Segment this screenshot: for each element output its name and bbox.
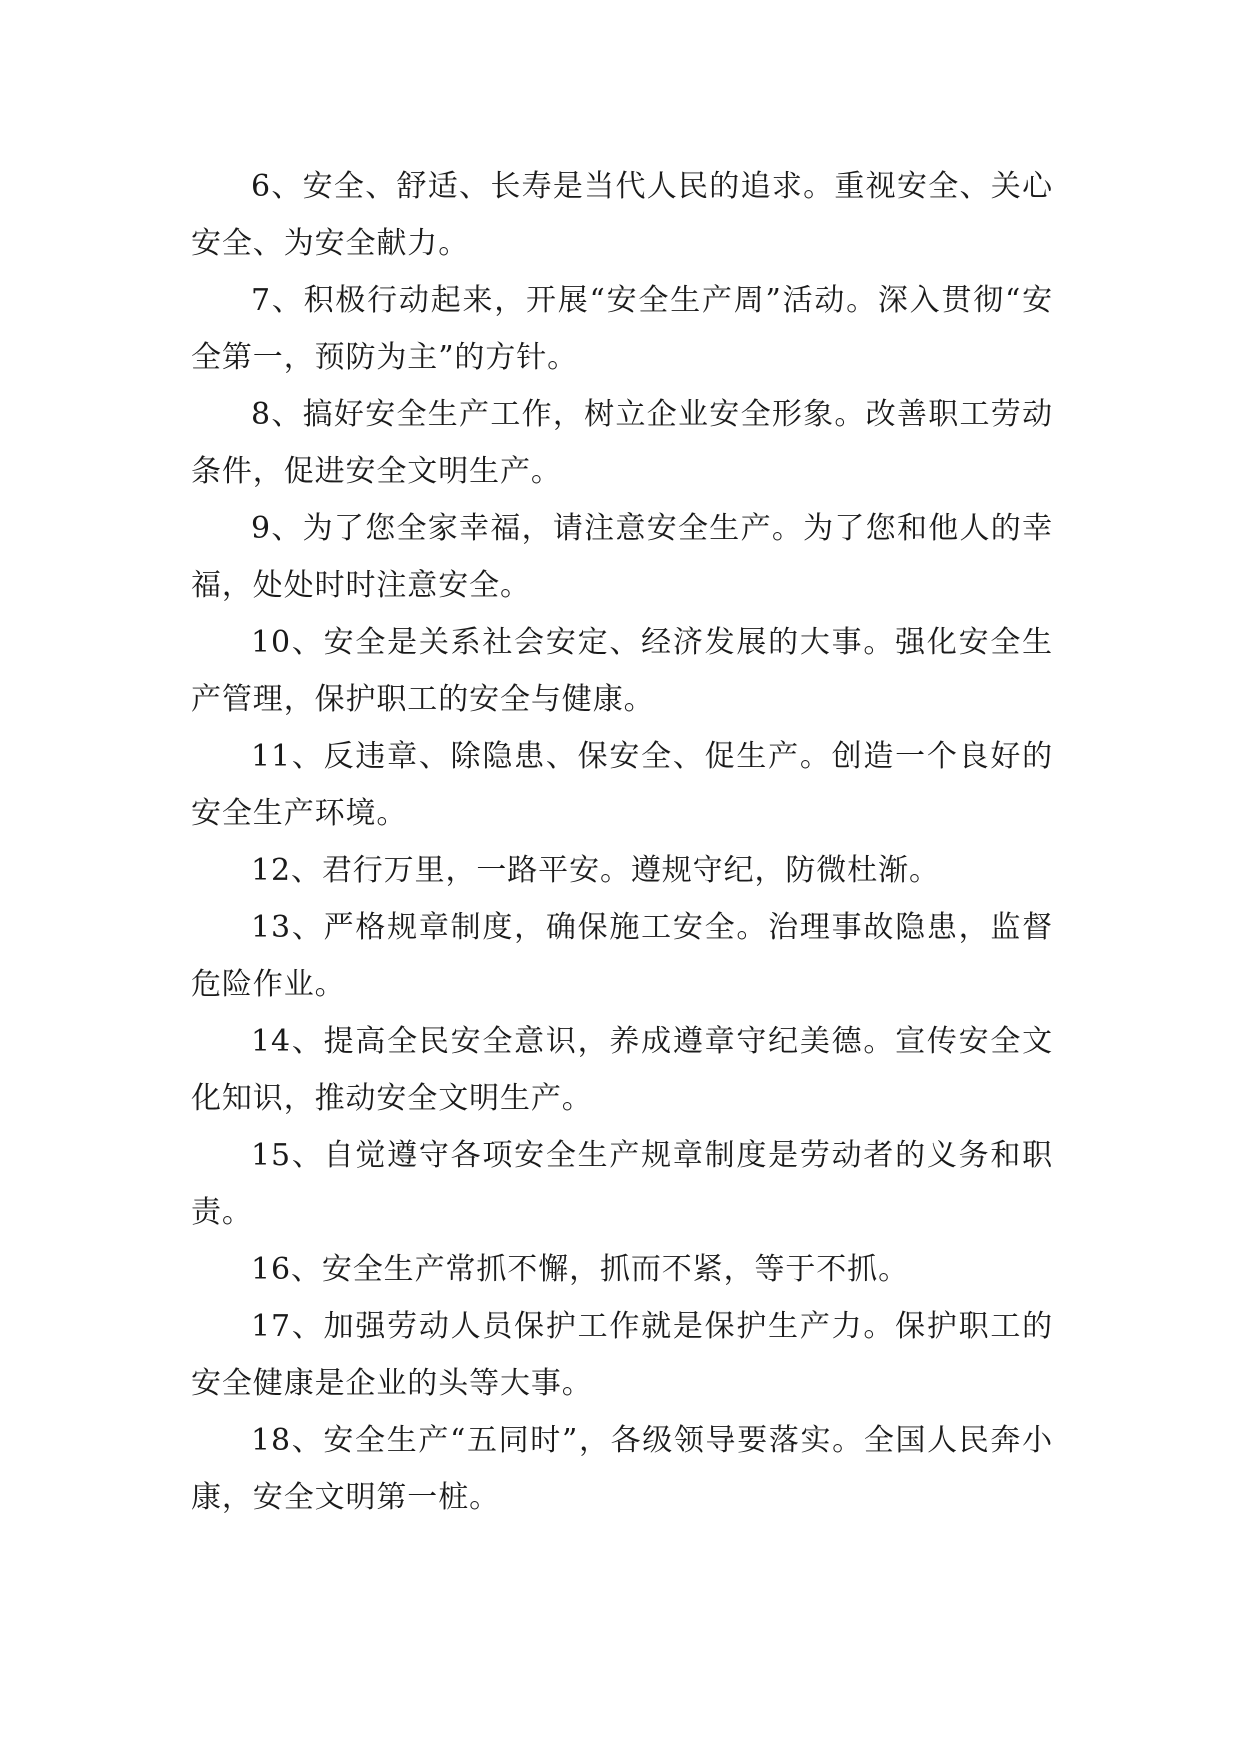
paragraph-7: 7、积极行动起来，开展“安全生产周”活动。深入贯彻“安全第一，预防为主”的方针。 (191, 283, 1053, 375)
paragraph-6: 6、安全、舒适、长寿是当代人民的追求。重视安全、关心安全、为安全献力。 (191, 169, 1053, 261)
document-body (191, 158, 1053, 1526)
paragraph-8: 8、搞好安全生产工作，树立企业安全形象。改善职工劳动条件，促进安全文明生产。 (191, 397, 1053, 489)
paragraph-10: 10、安全是关系社会安定、经济发展的大事。强化安全生产管理，保护职工的安全与健康。 (191, 625, 1053, 717)
paragraph-11: 11、反违章、除隐患、保安全、促生产。创造一个良好的安全生产环境。 (191, 739, 1053, 831)
paragraph-13: 13、严格规章制度，确保施工安全。治理事故隐患，监督危险作业。 (191, 910, 1053, 1002)
paragraph-15: 15、自觉遵守各项安全生产规章制度是劳动者的义务和职责。 (191, 1138, 1053, 1230)
paragraph-12: 12、君行万里，一路平安。遵规守纪，防微杜渐。 (251, 853, 940, 888)
paragraph-17: 17、加强劳动人员保护工作就是保护生产力。保护职工的安全健康是企业的头等大事。 (191, 1309, 1053, 1401)
paragraph-14: 14、提高全民安全意识，养成遵章守纪美德。宣传安全文化知识，推动安全文明生产。 (191, 1024, 1053, 1116)
paragraph-9: 9、为了您全家幸福，请注意安全生产。为了您和他人的幸福，处处时时注意安全。 (191, 511, 1053, 603)
paragraph-18: 18、安全生产“五同时”，各级领导要落实。全国人民奔小康，安全文明第一桩。 (191, 1423, 1053, 1515)
paragraph-16: 16、安全生产常抓不懈，抓而不紧，等于不抓。 (251, 1252, 909, 1287)
